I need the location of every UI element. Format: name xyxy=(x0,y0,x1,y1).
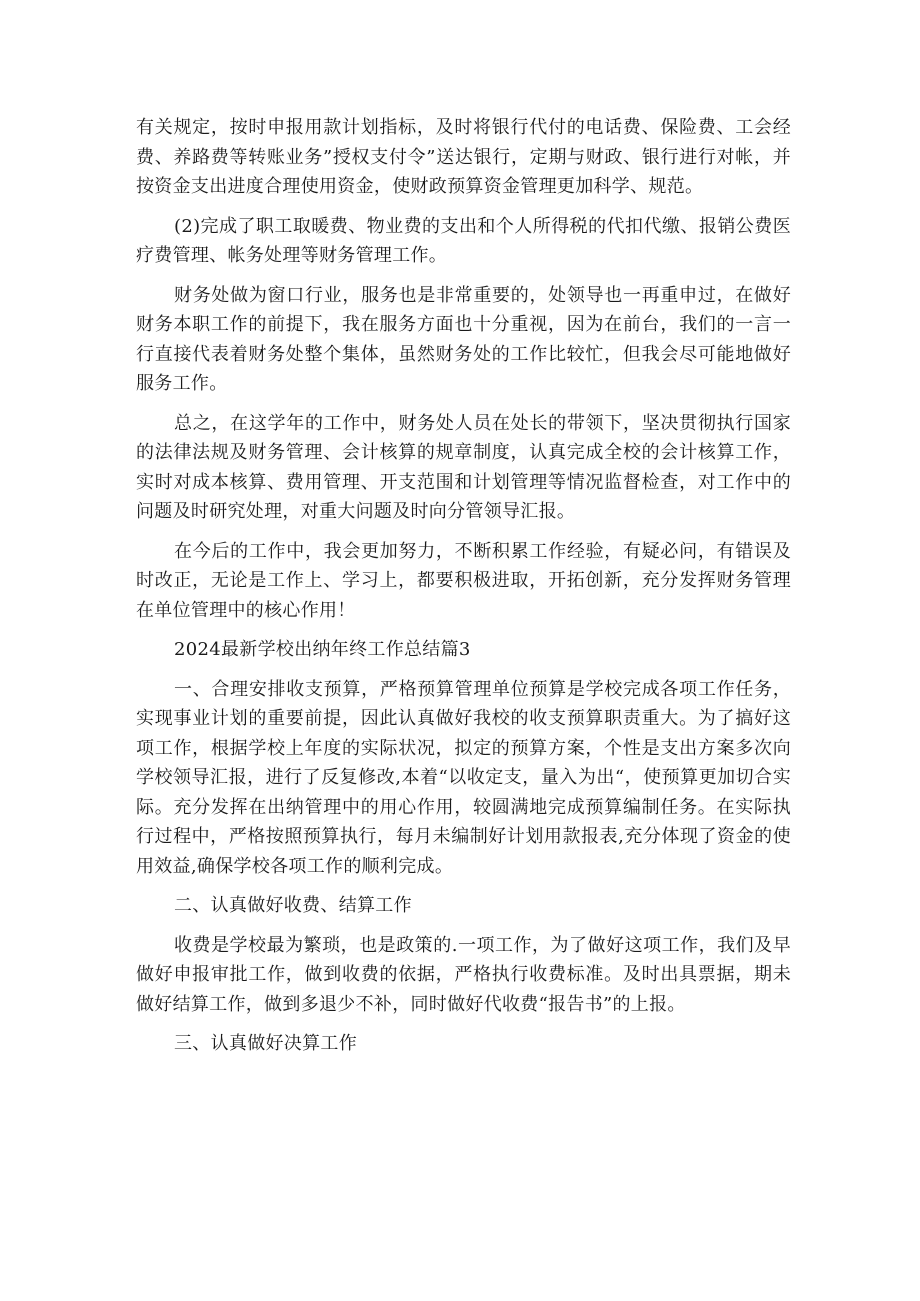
subheading-fees: 二、认真做好收费、结算工作 xyxy=(174,895,412,916)
paragraph-service: 财务处做为窗口行业，服务也是非常重要的，处领导也一再重申过，在做好财务本职工作的前提下，我在服务方面也十分重视，因为在前台，我们的一言一行直接代表着财务处整个集体，虽然财务处的工作比较忙，但我会尽可能地做好服务工作。 xyxy=(136,284,791,394)
document-body xyxy=(136,113,791,1069)
subheading-final-accounts: 三、认真做好决算工作 xyxy=(174,1033,357,1054)
paragraph-item-2: (2)完成了职工取暖费、物业费的支出和个人所得税的代扣代缴、报销公费医疗费管理、帐务处理等财务管理工作。 xyxy=(136,215,791,266)
section-title: 2024最新学校出纳年终工作总结篇3 xyxy=(174,639,471,660)
paragraph-summary: 总之，在这学年的工作中，财务处人员在处长的带领下，坚决贯彻执行国家的法律法规及财务管理、会计核算的规章制度，认真完成全校的会计核算工作，实时对成本核算、费用管理、开支范围和计划管理等情况监督检查，对工作中的问题及时研究处理，对重大问题及时向分管领导汇报。 xyxy=(136,412,791,522)
paragraph-continuation: 有关规定，按时申报用款计划指标，及时将银行代付的电话费、保险费、工会经费、养路费等转账业务”授权支付令”送达银行，定期与财政、银行进行对帐，并按资金支出进度合理使用资金，使财政预算资金管理更加科学、规范。 xyxy=(136,117,791,197)
paragraph-fees: 收费是学校最为繁琐，也是政策的.一项工作，为了做好这项工作，我们及早做好申报审批工作，做到收费的依据，严格执行收费标准。及时出具票据，期未做好结算工作，做到多退少不补，同时做好代收费“报告书”的上报。 xyxy=(136,934,791,1015)
paragraph-future: 在今后的工作中，我会更加努力，不断积累工作经验，有疑必问，有错误及时改正，无论是工作上、学习上，都要积极进取，开拓创新，充分发挥财务管理在单位管理中的核心作用！ xyxy=(136,540,791,621)
paragraph-budget: 一、合理安排收支预算，严格预算管理单位预算是学校完成各项工作任务，实现事业计划的重要前提，因此认真做好我校的收支预算职责重大。为了搞好这项工作，根据学校上年度的实际状况，拟定的预算方案，个性是支出方案多次向学校领导汇报，进行了反复修改,本着“以收定支，量入为出“，使预算更加切合实际。充分发挥在出纳管理中的用心作用，较圆满地完成预算编制任务。在实际执行过程中，严格按照预算执行，每月未编制好计划用款报表,充分体现了资金的使用效益,确保学校各项工作的顺利完成。 xyxy=(136,678,791,877)
